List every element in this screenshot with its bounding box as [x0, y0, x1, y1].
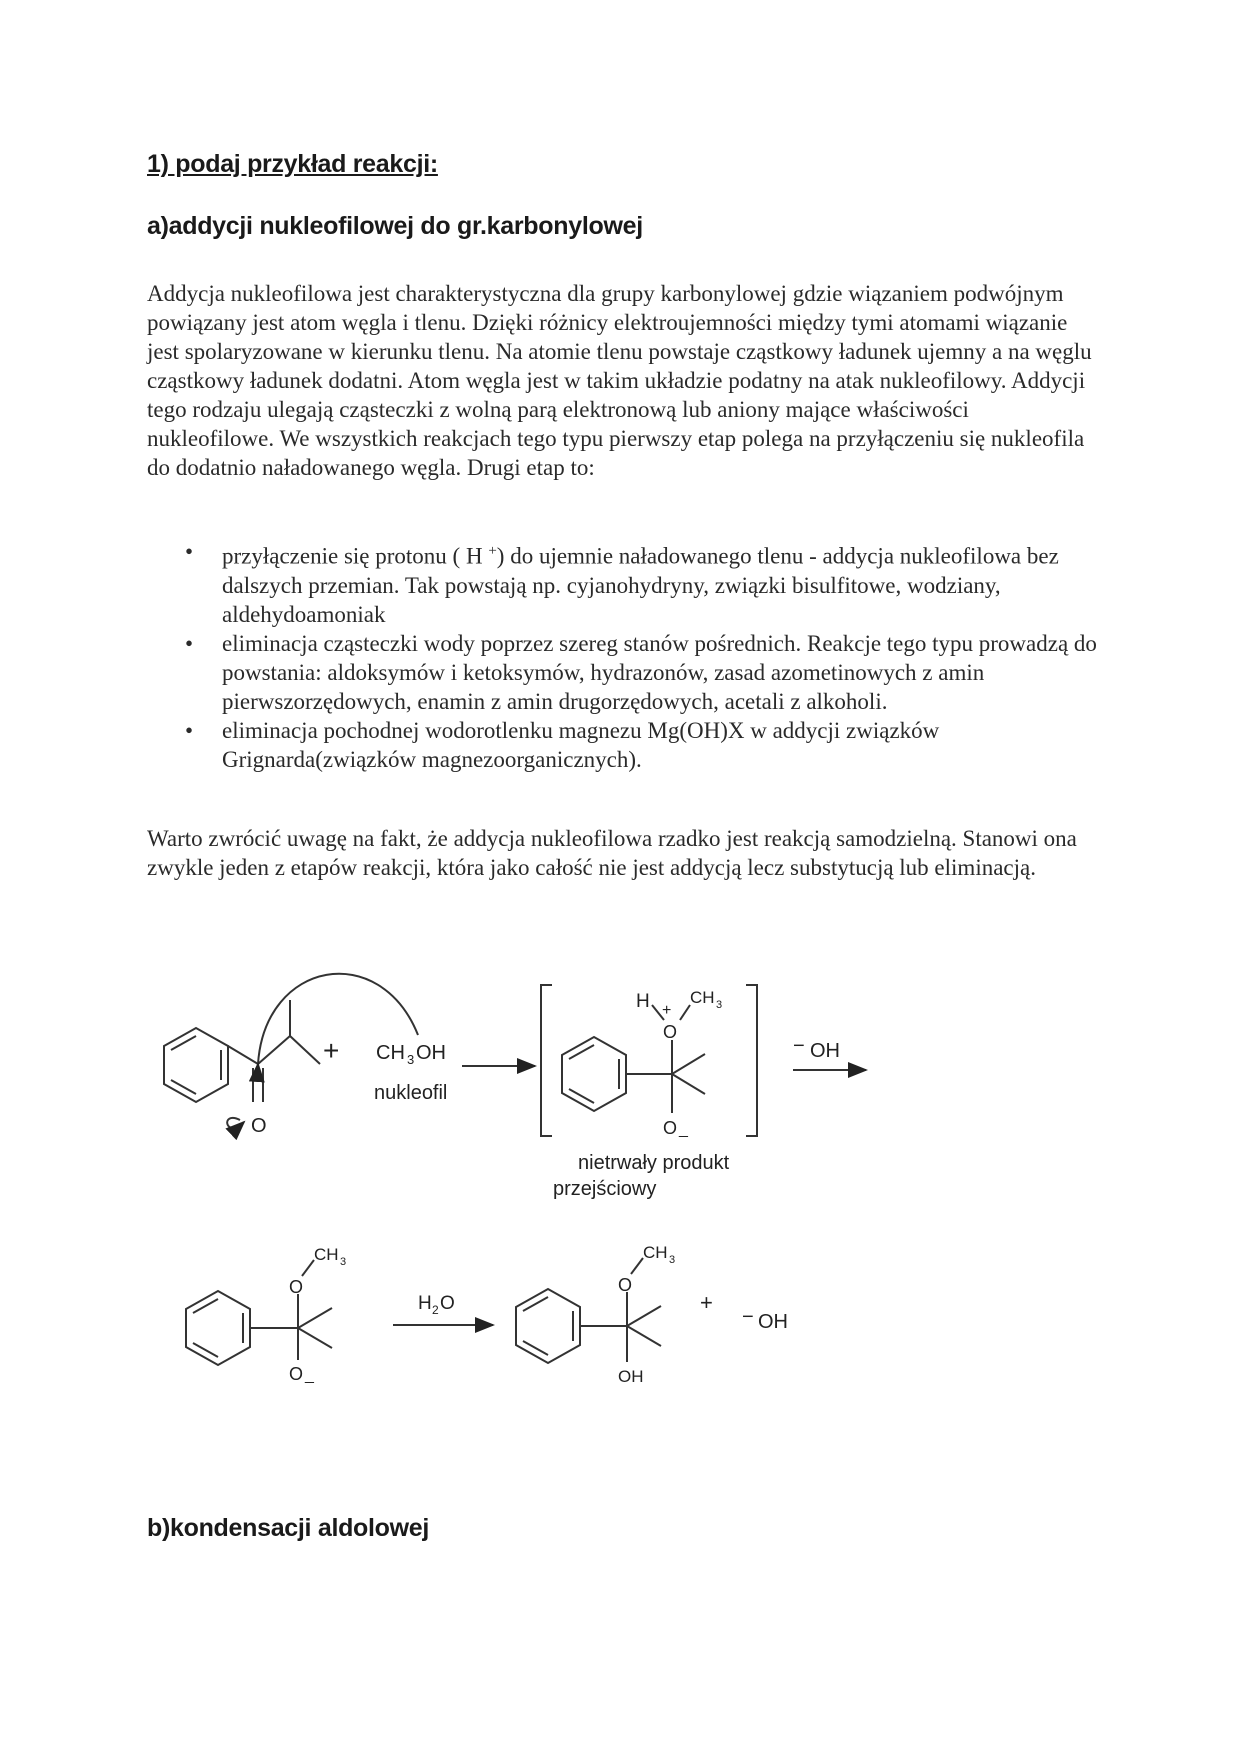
carbonyl-oxygen: O: [251, 1115, 267, 1137]
mechanism-step-list: [147, 537, 1097, 774]
svg-text:_: _: [305, 1367, 314, 1384]
intermediate-molecule: [541, 985, 757, 1138]
list-item-text: przyłączenie się protonu ( H: [222, 543, 489, 569]
svg-text:O: O: [289, 1277, 304, 1297]
svg-text:OH: OH: [416, 1042, 446, 1064]
plus-sign: +: [323, 1035, 340, 1066]
benzene-ring-icon: [516, 1289, 580, 1363]
intermediate-label-line-1: nietrwały produkt: [578, 1152, 730, 1174]
section-a-title: a)addycji nukleofilowej do gr.karbonylowej: [147, 212, 643, 240]
svg-text:OH: OH: [758, 1311, 788, 1333]
right-bracket: [746, 985, 757, 1136]
svg-text:−: −: [742, 1306, 754, 1328]
svg-text:O: O: [440, 1293, 455, 1314]
alkoxide-molecule: [186, 1245, 346, 1384]
list-item: [147, 537, 1097, 629]
svg-text:+: +: [662, 1002, 672, 1019]
list-item-text: eliminacja pochodnej wodorotlenku magnezu Mg(OH)X w addycji związków Grignarda(związków magnezoorganicznych).: [222, 717, 940, 772]
svg-text:CH: CH: [314, 1245, 339, 1264]
bullet-icon: •: [185, 717, 194, 743]
hydroxide-label: [793, 1035, 840, 1062]
svg-text:H: H: [418, 1293, 432, 1314]
electron-shift-arrow-icon: [227, 1118, 244, 1128]
left-bracket: [541, 985, 552, 1136]
svg-text:_: _: [679, 1121, 688, 1138]
svg-text:−: −: [793, 1035, 805, 1057]
bullet-icon: •: [185, 539, 194, 564]
svg-text:3: 3: [716, 999, 723, 1011]
benzene-ring-icon: [186, 1291, 250, 1365]
list-item-text: eliminacja cząsteczki wody poprzez szereg stanów pośrednich. Reakcje tego typu prowadzą do powstania: aldoksymów i ketoksymów, hydrazonów, zasad azometinowych z amin pierwszorzędowych, enamin z amin drugorzędowych, acetali z alkoholi.: [222, 630, 1097, 714]
svg-text:3: 3: [340, 1256, 347, 1268]
section-a-paragraph-1: Addycja nukleofilowa jest charakterystyczna dla grupy karbonylowej gdzie wiązaniem podwójnym powiązany jest atom węgla i tlenu. Dzięki różnicy elektroujemności między tymi atomami wiązanie jest spolaryzowane w kierunku tlenu. Na atomie tlenu powstaje cząstkowy ładunek ujemny a na węglu cząstkowy ładunek dodatni. Atom węgla jest w takim układzie podatny na atak nukleofilowy. Addycji tego rodzaju ulegają cząsteczki z wolną parą elektronową lub aniony mające właściwości nukleofilowe. We wszystkich reakcjach tego typu pierwszy etap polega na przyłączeniu się nukleofila do dodatnio naładowanego węgla. Drugi etap to:: [147, 281, 1092, 480]
svg-text:3: 3: [407, 1052, 415, 1067]
svg-text:OH: OH: [618, 1367, 644, 1386]
svg-text:CH: CH: [690, 988, 715, 1007]
hemiketal-product-molecule: [516, 1243, 675, 1386]
plus-sign-2: +: [700, 1290, 713, 1315]
svg-text:O: O: [289, 1364, 304, 1384]
svg-text:CH: CH: [643, 1243, 668, 1262]
list-item-text-cont: ) do ujemnie naładowanego tlenu - addycja nukleofilowa bez dalszych przemian. Tak powstają np. cyjanohydryny, związki bisulfitowe, wodziany, aldehydoamoniak: [222, 543, 1059, 627]
reaction-scheme: [0, 960, 1240, 1460]
svg-text:OH: OH: [810, 1040, 840, 1062]
svg-text:O: O: [618, 1275, 633, 1295]
bullet-icon: •: [185, 630, 194, 656]
intermediate-label-line-2: przejściowy: [553, 1178, 657, 1200]
list-item: [147, 716, 1097, 774]
proton-charge: +: [488, 543, 497, 559]
svg-text:CH: CH: [376, 1042, 405, 1064]
page-heading: 1) podaj przykład reakcji:: [147, 150, 438, 178]
svg-text:O: O: [663, 1022, 678, 1042]
hydroxide-product-label: [742, 1306, 788, 1333]
svg-text:H: H: [636, 991, 650, 1012]
list-item: [147, 629, 1097, 716]
svg-text:2: 2: [432, 1303, 439, 1317]
nucleophile-label: nukleofil: [374, 1082, 448, 1104]
water-label: [418, 1293, 455, 1317]
section-a-paragraph-2: Warto zwrócić uwagę na fakt, że addycja nukleofilowa rzadko jest reakcją samodzielną. Stanowi ona zwykle jeden z etapów reakcji, która jako całość nie jest addycją lecz substytucją lub eliminacją.: [147, 826, 1077, 880]
methanol-formula: [376, 1042, 446, 1067]
svg-text:O: O: [663, 1118, 678, 1138]
benzene-ring-icon: [562, 1037, 626, 1111]
section-b-title: b)kondensacji aldolowej: [147, 1514, 430, 1542]
benzene-ring-icon: [164, 1028, 228, 1102]
svg-text:3: 3: [669, 1254, 676, 1266]
